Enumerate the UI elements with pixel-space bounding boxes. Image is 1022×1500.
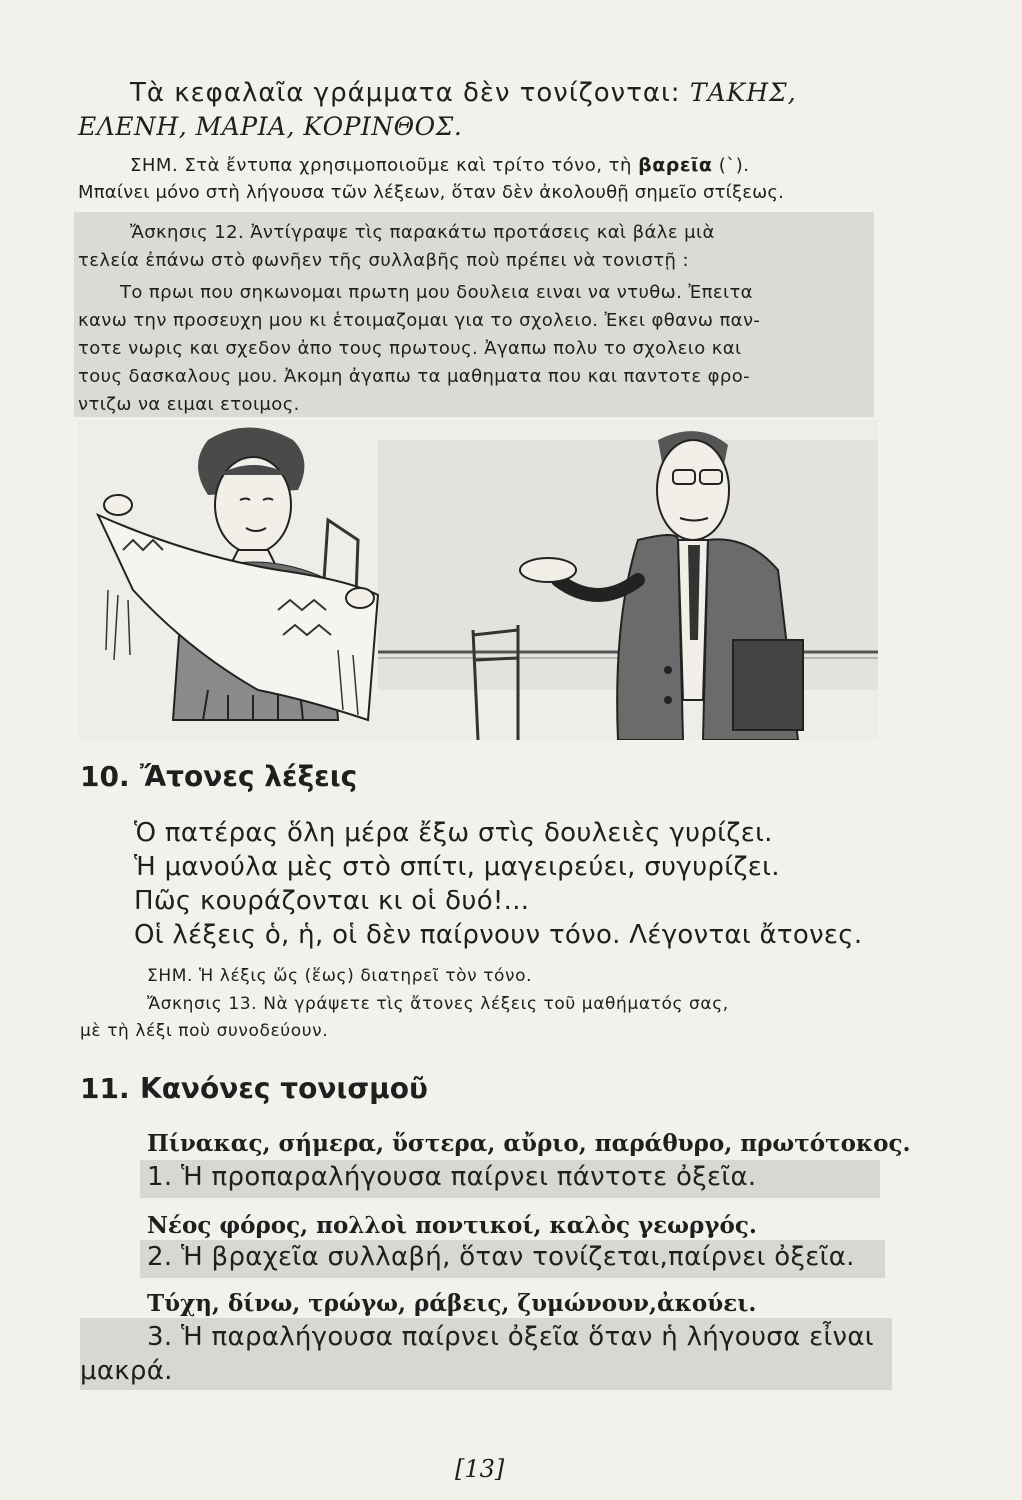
- note-bold-term: βαρεῖα: [638, 154, 713, 176]
- exercise-12-line: τοτε νωρις και σχεδον ἀπο τους πρωτους. Ἀγαπω πολυ το σχολειο και: [78, 338, 742, 359]
- exercise-12-line: Ἄσκησις 12. Ἀντίγραψε τὶς παρακάτω προτάσεις καὶ βάλε μιὰ: [130, 222, 715, 243]
- section-11-heading: [80, 1072, 428, 1105]
- note-line-2: Μπαίνει μόνο στὴ λήγουσα τῶν λέξεων, ὅταν δὲν ἀκολουθῇ σημεῖο στίξεως.: [78, 182, 785, 203]
- exercise-12-line: τελεία ἐπάνω στὸ φωνῆεν τῆς συλλαβῆς ποὺ πρέπει νὰ τονιστῇ :: [78, 250, 689, 271]
- intro-line-1: [130, 78, 797, 108]
- note-text: ΣΗΜ. Στὰ ἔντυπα χρησιμοποιοῦμε καὶ τρίτο τόνο, τὴ: [130, 155, 632, 176]
- verse-line: Πῶς κουράζονται κι οἱ δυό!...: [134, 886, 530, 916]
- rule-example: Πίνακας, σήμερα, ὕστερα, αὔριο, παράθυρο, πρωτότοκος.: [147, 1130, 911, 1157]
- section-number: 10.: [80, 760, 130, 793]
- exercise-12-box: [74, 212, 874, 417]
- rule-example: Νέος φόρος, πολλοὶ ποντικοί, καλὸς γεωργός.: [147, 1212, 757, 1239]
- intro-names-2: ΕΛΕΝΗ, ΜΑΡΙΑ, ΚΟΡΙΝΘΟΣ.: [78, 112, 463, 141]
- exercise-12-line: ντιζω να ειμαι ετοιμος.: [78, 394, 300, 415]
- verse-line: Ὁ πατέρας ὅλη μέρα ἔξω στὶς δουλειὲς γυρίζει.: [134, 818, 773, 848]
- exercise-12-line: κανω την προσευχη μου κι ἑτοιμαζομαι για το σχολειο. Ἐκει φθανω παν-: [78, 310, 761, 331]
- intro-text: Τὰ κεφαλαῖα γράμματα δὲν τονίζονται:: [130, 78, 681, 108]
- section-title: Κανόνες τονισμοῦ: [140, 1072, 428, 1105]
- exercise-12-line: τους δασκαλους μου. Ἀκομη ἀγαπω τα μαθηματα που και παντοτε φρο-: [78, 366, 751, 387]
- intro-names-1: ΤΑΚΗΣ,: [689, 78, 797, 107]
- section-10-note: ΣΗΜ. Ἡ λέξις ὥς (ἕως) διατηρεῖ τὸν τόνο.: [147, 966, 533, 986]
- verse-line: Ἡ μανούλα μὲς στὸ σπίτι, μαγειρεύει, συγυρίζει.: [134, 852, 780, 882]
- page-number: [13]: [455, 1455, 505, 1483]
- rule-text-continued: μακρά.: [80, 1356, 173, 1386]
- rule-example: Τύχη, δίνω, τρώγω, ράβεις, ζυμώνουν,ἀκούει.: [147, 1290, 757, 1317]
- section-number: 11.: [80, 1072, 130, 1105]
- exercise-13-line-2: μὲ τὴ λέξι ποὺ συνοδεύουν.: [80, 1021, 329, 1041]
- rule-text: 1. Ἡ προπαραλήγουσα παίρνει πάντοτε ὀξεῖα.: [147, 1162, 757, 1192]
- section-title: Ἄτονες λέξεις: [140, 760, 358, 793]
- verse-line: Οἱ λέξεις ὁ, ἡ, οἱ δὲν παίρνουν τόνο. Λέγονται ἄτονες.: [134, 920, 863, 950]
- exercise-12-line: Το πρωι που σηκωνομαι πρωτη μου δουλεια ειναι να ντυθω. Ἐπειτα: [120, 282, 753, 303]
- note-mark: (`).: [718, 155, 750, 176]
- classroom-illustration: [78, 420, 878, 740]
- section-10-heading: [80, 760, 357, 793]
- rule-text: 2. Ἡ βραχεῖα συλλαβή, ὅταν τονίζεται,παίρνει ὀξεῖα.: [147, 1242, 855, 1272]
- rule-text: 3. Ἡ παραλήγουσα παίρνει ὀξεῖα ὅταν ἡ λήγουσα εἶναι: [147, 1322, 874, 1352]
- exercise-13-line-1: Ἄσκησις 13. Νὰ γράψετε τὶς ἄτονες λέξεις τοῦ μαθήματός σας,: [147, 994, 729, 1014]
- note-line-1: [130, 154, 749, 176]
